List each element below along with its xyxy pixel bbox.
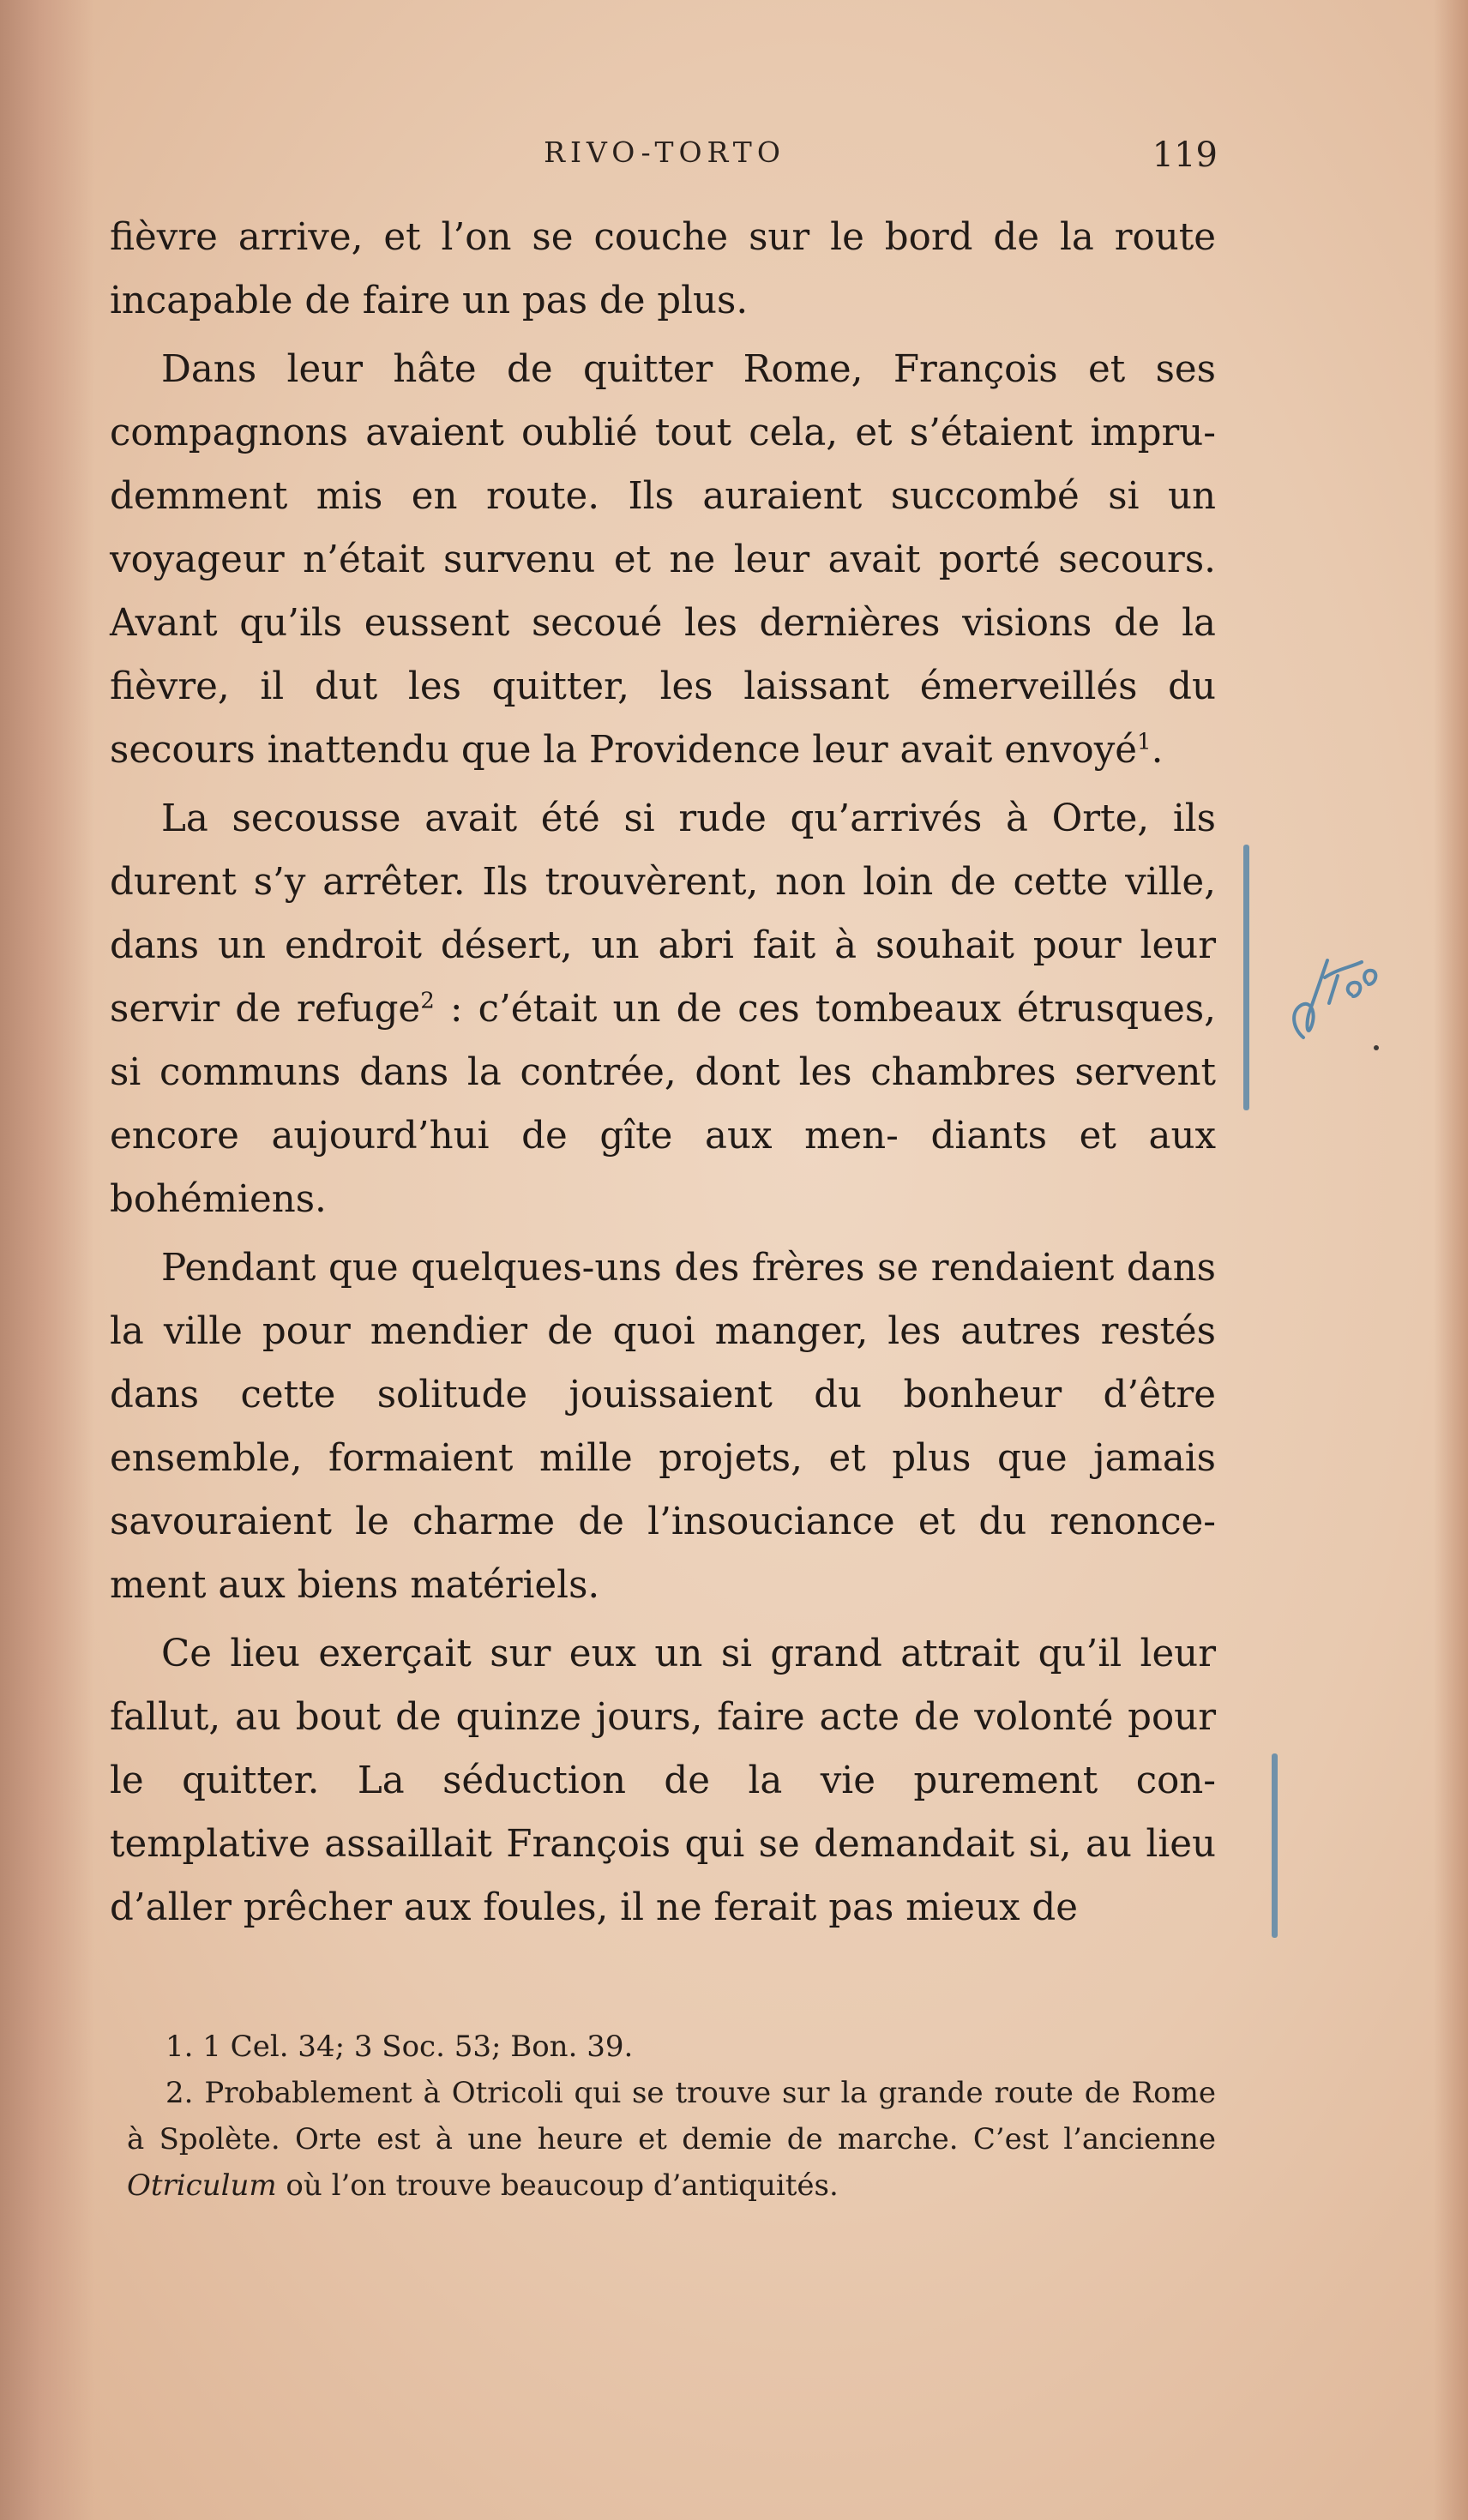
text-line: dans la ville pour mendier de quoi manger, les autres	[110, 1247, 1216, 1353]
text-line: Ce lieu exerçait sur eux un si grand attrait qu’il leur	[161, 1633, 1216, 1675]
footnote-ref-2: 2	[420, 988, 435, 1014]
footnote-1: 1. 1 Cel. 34; 3 Soc. 53; Bon. 39.	[165, 2030, 634, 2064]
text-line: voyageur n’était survenu et ne leur avait porté secours.	[110, 538, 1216, 581]
text-line: restés dans cette solitude jouissaient du bonheur d’être	[110, 1310, 1217, 1416]
text-line: ville, dans un endroit désert, un abri fait à souhait	[110, 861, 1216, 967]
text-line: durent s’y arrêter. Ils trouvèrent, non loin de cette	[110, 861, 1109, 904]
text-line: fièvre arrive, et l’on se couche sur le bord de la route	[110, 216, 1216, 259]
text-line: pour leur servir de refuge	[110, 924, 1216, 1031]
paragraph-continuation	[110, 206, 1216, 333]
gutter-shadow	[0, 0, 94, 2520]
footnote-2	[127, 2070, 1216, 2209]
margin-line-mark	[1243, 845, 1249, 1110]
text-line: chambres servent encore aujourd’hui de gîte aux men-	[110, 1051, 1216, 1158]
footnote-ref-1: 1	[1137, 729, 1152, 755]
footnote-2-text-end: où l’on trouve beaucoup d’antiquités.	[276, 2168, 839, 2203]
trailing-period: .	[1151, 729, 1164, 772]
margin-line-mark	[1272, 1753, 1278, 1938]
footnotes	[127, 2024, 1216, 2209]
text-line: templative assaillait François qui se demandait si, au lieu	[110, 1823, 1216, 1866]
text-line: savouraient le charme de l’insouciance et du renonce-	[110, 1501, 1216, 1543]
text-line: d’aller prêcher aux foules, il ne ferait pas mieux de	[110, 1886, 1079, 1929]
paragraph	[110, 338, 1216, 782]
text-line: incapable de faire un pas de plus.	[110, 280, 749, 322]
text-line: compagnons avaient oublié tout cela, et s’étaient impru-	[110, 412, 1216, 454]
text-line: pour le quitter. La séduction de la vie purement con-	[110, 1696, 1216, 1802]
paragraph	[110, 1236, 1216, 1617]
running-title: RIVO-TORTO	[544, 135, 785, 169]
page-number: 119	[1152, 135, 1218, 175]
text-line: fallut, au bout de quinze jours, faire acte de volonté	[110, 1696, 1114, 1739]
handwritten-annotation	[1278, 909, 1389, 1063]
text-line: secours inattendu que la Providence leur avait envoyé	[110, 729, 1138, 772]
text-line: Dans leur hâte de quitter Rome, François et ses	[161, 348, 1216, 391]
text-line: demment mis en route. Ils auraient succombé si un	[110, 475, 1216, 518]
paragraph	[110, 787, 1216, 1231]
footnote-2-text: 2. Probablement à Otricoli qui se trouve sur la grande route de Rome à Spolète. Orte est à une heure et demie de marche. C’est l’ancienne	[127, 2076, 1216, 2156]
text-line: diants et aux bohémiens.	[110, 1115, 1216, 1221]
paragraph	[110, 1622, 1216, 1940]
main-text	[110, 206, 1216, 1940]
text-line: La secousse avait été si rude qu’arrivés à Orte, ils	[161, 797, 1216, 840]
text-line: Pendant que quelques-uns des frères se rendaient	[161, 1247, 1115, 1290]
text-line: Avant qu’ils eussent secoué les dernières visions de la	[110, 602, 1216, 645]
text-line: étrusques, si communs dans la contrée, dont les	[110, 988, 1217, 1094]
text-line: ensemble, formaient mille projets, et plus que jamais	[110, 1437, 1216, 1480]
page-edge-shadow	[1434, 0, 1468, 2520]
text-line: : c’était un de ces tombeaux	[449, 988, 1002, 1031]
running-head	[111, 135, 1218, 187]
text-line: fièvre, il dut les quitter, les laissant émerveillés du	[110, 665, 1216, 708]
footnote-2-italic: Otriculum	[127, 2168, 277, 2203]
text-line: ment aux biens matériels.	[110, 1564, 600, 1607]
